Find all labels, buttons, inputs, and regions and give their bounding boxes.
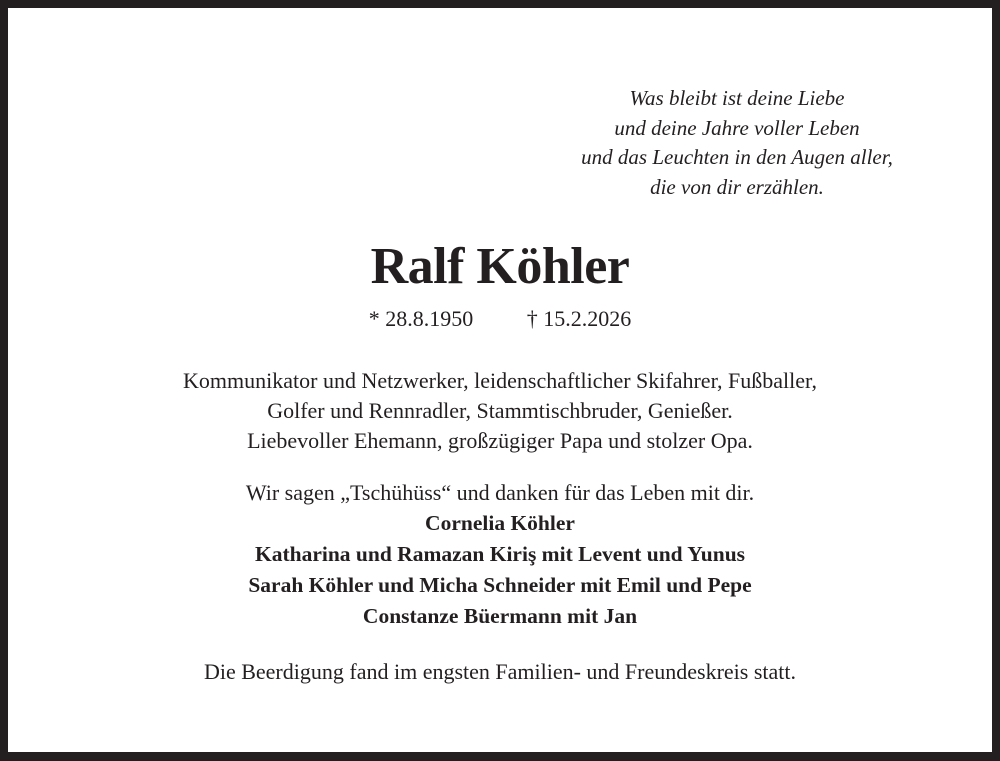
poem bbox=[537, 84, 937, 203]
death-date: † 15.2.2026 bbox=[526, 306, 632, 331]
description-line: Golfer und Rennradler, Stammtischbruder, Genießer. bbox=[267, 398, 733, 423]
description bbox=[0, 366, 1000, 456]
description-line: Liebevoller Ehemann, großzügiger Papa und stolzer Opa. bbox=[247, 428, 753, 453]
mourners-block bbox=[0, 478, 1000, 632]
life-dates bbox=[0, 304, 1000, 334]
birth-date: * 28.8.1950 bbox=[368, 306, 474, 331]
poem-line: und das Leuchten in den Augen aller, bbox=[581, 145, 893, 170]
poem-line: Was bleibt ist deine Liebe bbox=[629, 86, 845, 110]
poem-line: und deine Jahre voller Leben bbox=[614, 115, 860, 140]
description-line: Kommunikator und Netzwerker, leidenschaftlicher Skifahrer, Fußballer, bbox=[183, 368, 817, 393]
mourner: Katharina und Ramazan Kiriş mit Levent und Yunus bbox=[254, 542, 746, 566]
mourner: Cornelia Köhler bbox=[425, 511, 575, 535]
funeral-note: Die Beerdigung fand im engsten Familien- und Freundeskreis statt. bbox=[203, 659, 797, 684]
farewell-text: Wir sagen „Tschühüss“ und danken für das Leben mit dir. bbox=[245, 480, 755, 505]
deceased-name: Ralf Köhler bbox=[370, 238, 630, 295]
mourner: Sarah Köhler und Micha Schneider mit Emil und Pepe bbox=[248, 573, 752, 597]
poem-line: die von dir erzählen. bbox=[650, 175, 824, 200]
mourner: Constanze Büermann mit Jan bbox=[362, 604, 638, 628]
